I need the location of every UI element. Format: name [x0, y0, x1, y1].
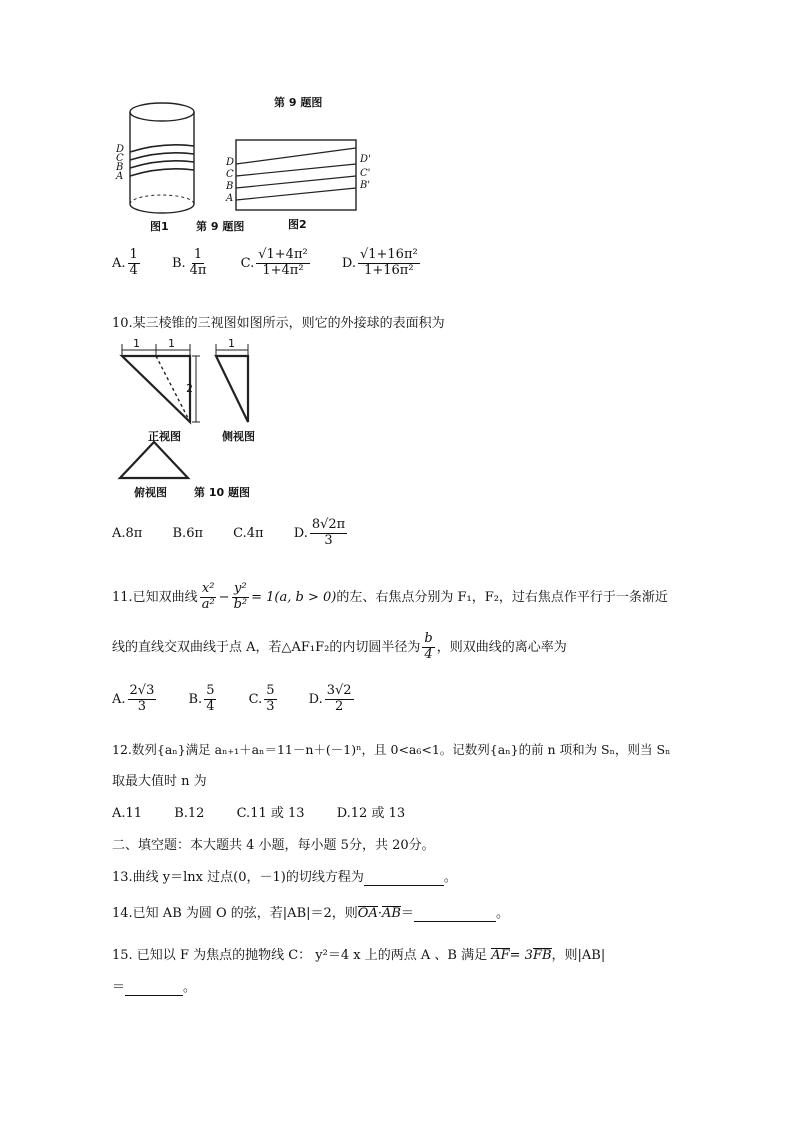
q9-option-c: C. $\frac{\text{√1+4π²}}{\text{1+4π²}}$: [240, 247, 308, 278]
q10-dim-1b: 1: [168, 337, 175, 350]
fig9r-label-c-prime: C': [360, 168, 371, 179]
fig9r-label-a: A: [226, 193, 234, 204]
q11-option-b: B. $\frac{5}{4}$: [188, 683, 215, 714]
fig9-label-d: D: [116, 144, 125, 155]
fig9-label-fig2: 图2: [288, 218, 307, 231]
q12-line1: 12.数列{aₙ}满足 aₙ₊₁＋aₙ＝11－n＋(－1)ⁿ，且 0<a₆<1。记数列{aₙ}的前 n 项和为 Sₙ，则当 Sₙ: [112, 742, 671, 757]
q12-option-c: C.11 或 13: [236, 806, 305, 821]
q10-caption: 第 10 题图: [194, 486, 250, 499]
fig9-label-fig1: 图1: [150, 220, 169, 233]
q9-option-a: A. $\frac{1}{4}$: [112, 247, 138, 278]
fig9-label-a: A: [116, 171, 124, 182]
q15-line2: ＝ 。: [112, 980, 197, 995]
q9-option-d: D. $\frac{\text{√1+16π²}}{\text{1+16π²}}$: [341, 247, 418, 278]
q10-option-a: A.8π: [112, 525, 143, 541]
q10-option-b: B.6π: [172, 525, 204, 541]
fig9-label-b: B: [116, 162, 124, 173]
q11-line2: 线的直线交双曲线于点 A，若△AF₁F₂的内切圆半径为 $\frac{b}{4}$ ，则双曲线的离心率为: [112, 631, 567, 662]
q11-option-a: A. $\frac{2√3}{3}$: [112, 683, 155, 714]
figure-q10: [112, 336, 272, 504]
q14-vector-oa: OA: [357, 906, 378, 921]
figure-q9-drawing: [112, 96, 402, 236]
fig9r-label-b: B: [226, 181, 234, 192]
q10-option-c: C.4π: [233, 525, 264, 541]
q10-dim-side: 1: [228, 337, 235, 350]
q11-options: [112, 684, 356, 715]
q11-option-c: C. $\frac{5}{3}$: [248, 683, 275, 714]
q10-top-label: 俯视图: [134, 486, 167, 499]
q10-stem: 10.某三棱锥的三视图如图所示，则它的外接球的表面积为: [112, 316, 445, 331]
fig9r-label-b-prime: B': [360, 180, 371, 191]
q13: 13.曲线 y＝lnx 过点(0，－1)的切线方程为 。: [112, 870, 457, 885]
fig9r-label-c: C: [226, 169, 234, 180]
q11-option-d: D. $\frac{3√2}{2}$: [308, 683, 352, 714]
q10-option-d: D. $\frac{8√2\pi}{3}$: [293, 517, 346, 548]
fig9r-label-d: D: [226, 157, 235, 168]
q12-options: [112, 802, 405, 821]
q12-option-b: B.12: [174, 806, 205, 821]
q9-options: [112, 248, 422, 279]
figure-q9: [112, 96, 402, 236]
q14-answer-blank[interactable]: [414, 906, 496, 922]
q10-dim-2: 2: [186, 382, 193, 395]
q10-dim-1a: 1: [133, 337, 140, 350]
fig9-caption: 第 9 题图: [196, 220, 245, 233]
q10-side-label: 侧视图: [222, 430, 255, 443]
q15-answer-blank[interactable]: [125, 980, 183, 996]
q12-option-d: D.12 或 13: [336, 806, 406, 821]
fig9-top-caption: 第 9 题图: [274, 96, 323, 109]
q12-option-a: A.11: [112, 806, 143, 821]
q15-vector-fb: FB: [532, 948, 552, 963]
q10-front-label: 正视图: [148, 430, 181, 443]
q15-line1: 15. 已知以 F 为焦点的抛物线 C： y²＝4 x 上的两点 A 、B 满足 AF= 3FB，则|AB|: [112, 948, 606, 963]
q11-line1: 11.已知双曲线 $\frac{\text{x²}}{\text{a²}}$ − $\frac{\text{y²}}{\text{b²}}$ = 1(a, b > 0)的左、右焦点分别为 F₁，F₂，过右焦点作平行于一条渐近: [112, 581, 668, 612]
figure-q10-drawing: [112, 336, 272, 504]
section-2-heading: 二、填空题：本大题共 4 小题，每小题 5分，共 20分。: [112, 838, 435, 853]
q14-vector-ab: AB: [381, 906, 401, 921]
q10-options: [112, 518, 349, 549]
fig9r-label-d-prime: D': [360, 154, 371, 165]
fig9-label-c: C: [116, 153, 124, 164]
q14: 14.已知 AB 为圆 O 的弦，若|AB|＝2，则OA·AB＝ 。: [112, 906, 509, 921]
q9-option-b: B. $\frac{1}{4\pi}$: [171, 247, 207, 278]
q12-line2: 取最大值时 n 为: [112, 774, 207, 789]
q15-vector-af: AF: [491, 948, 510, 963]
q13-answer-blank[interactable]: [364, 870, 444, 886]
